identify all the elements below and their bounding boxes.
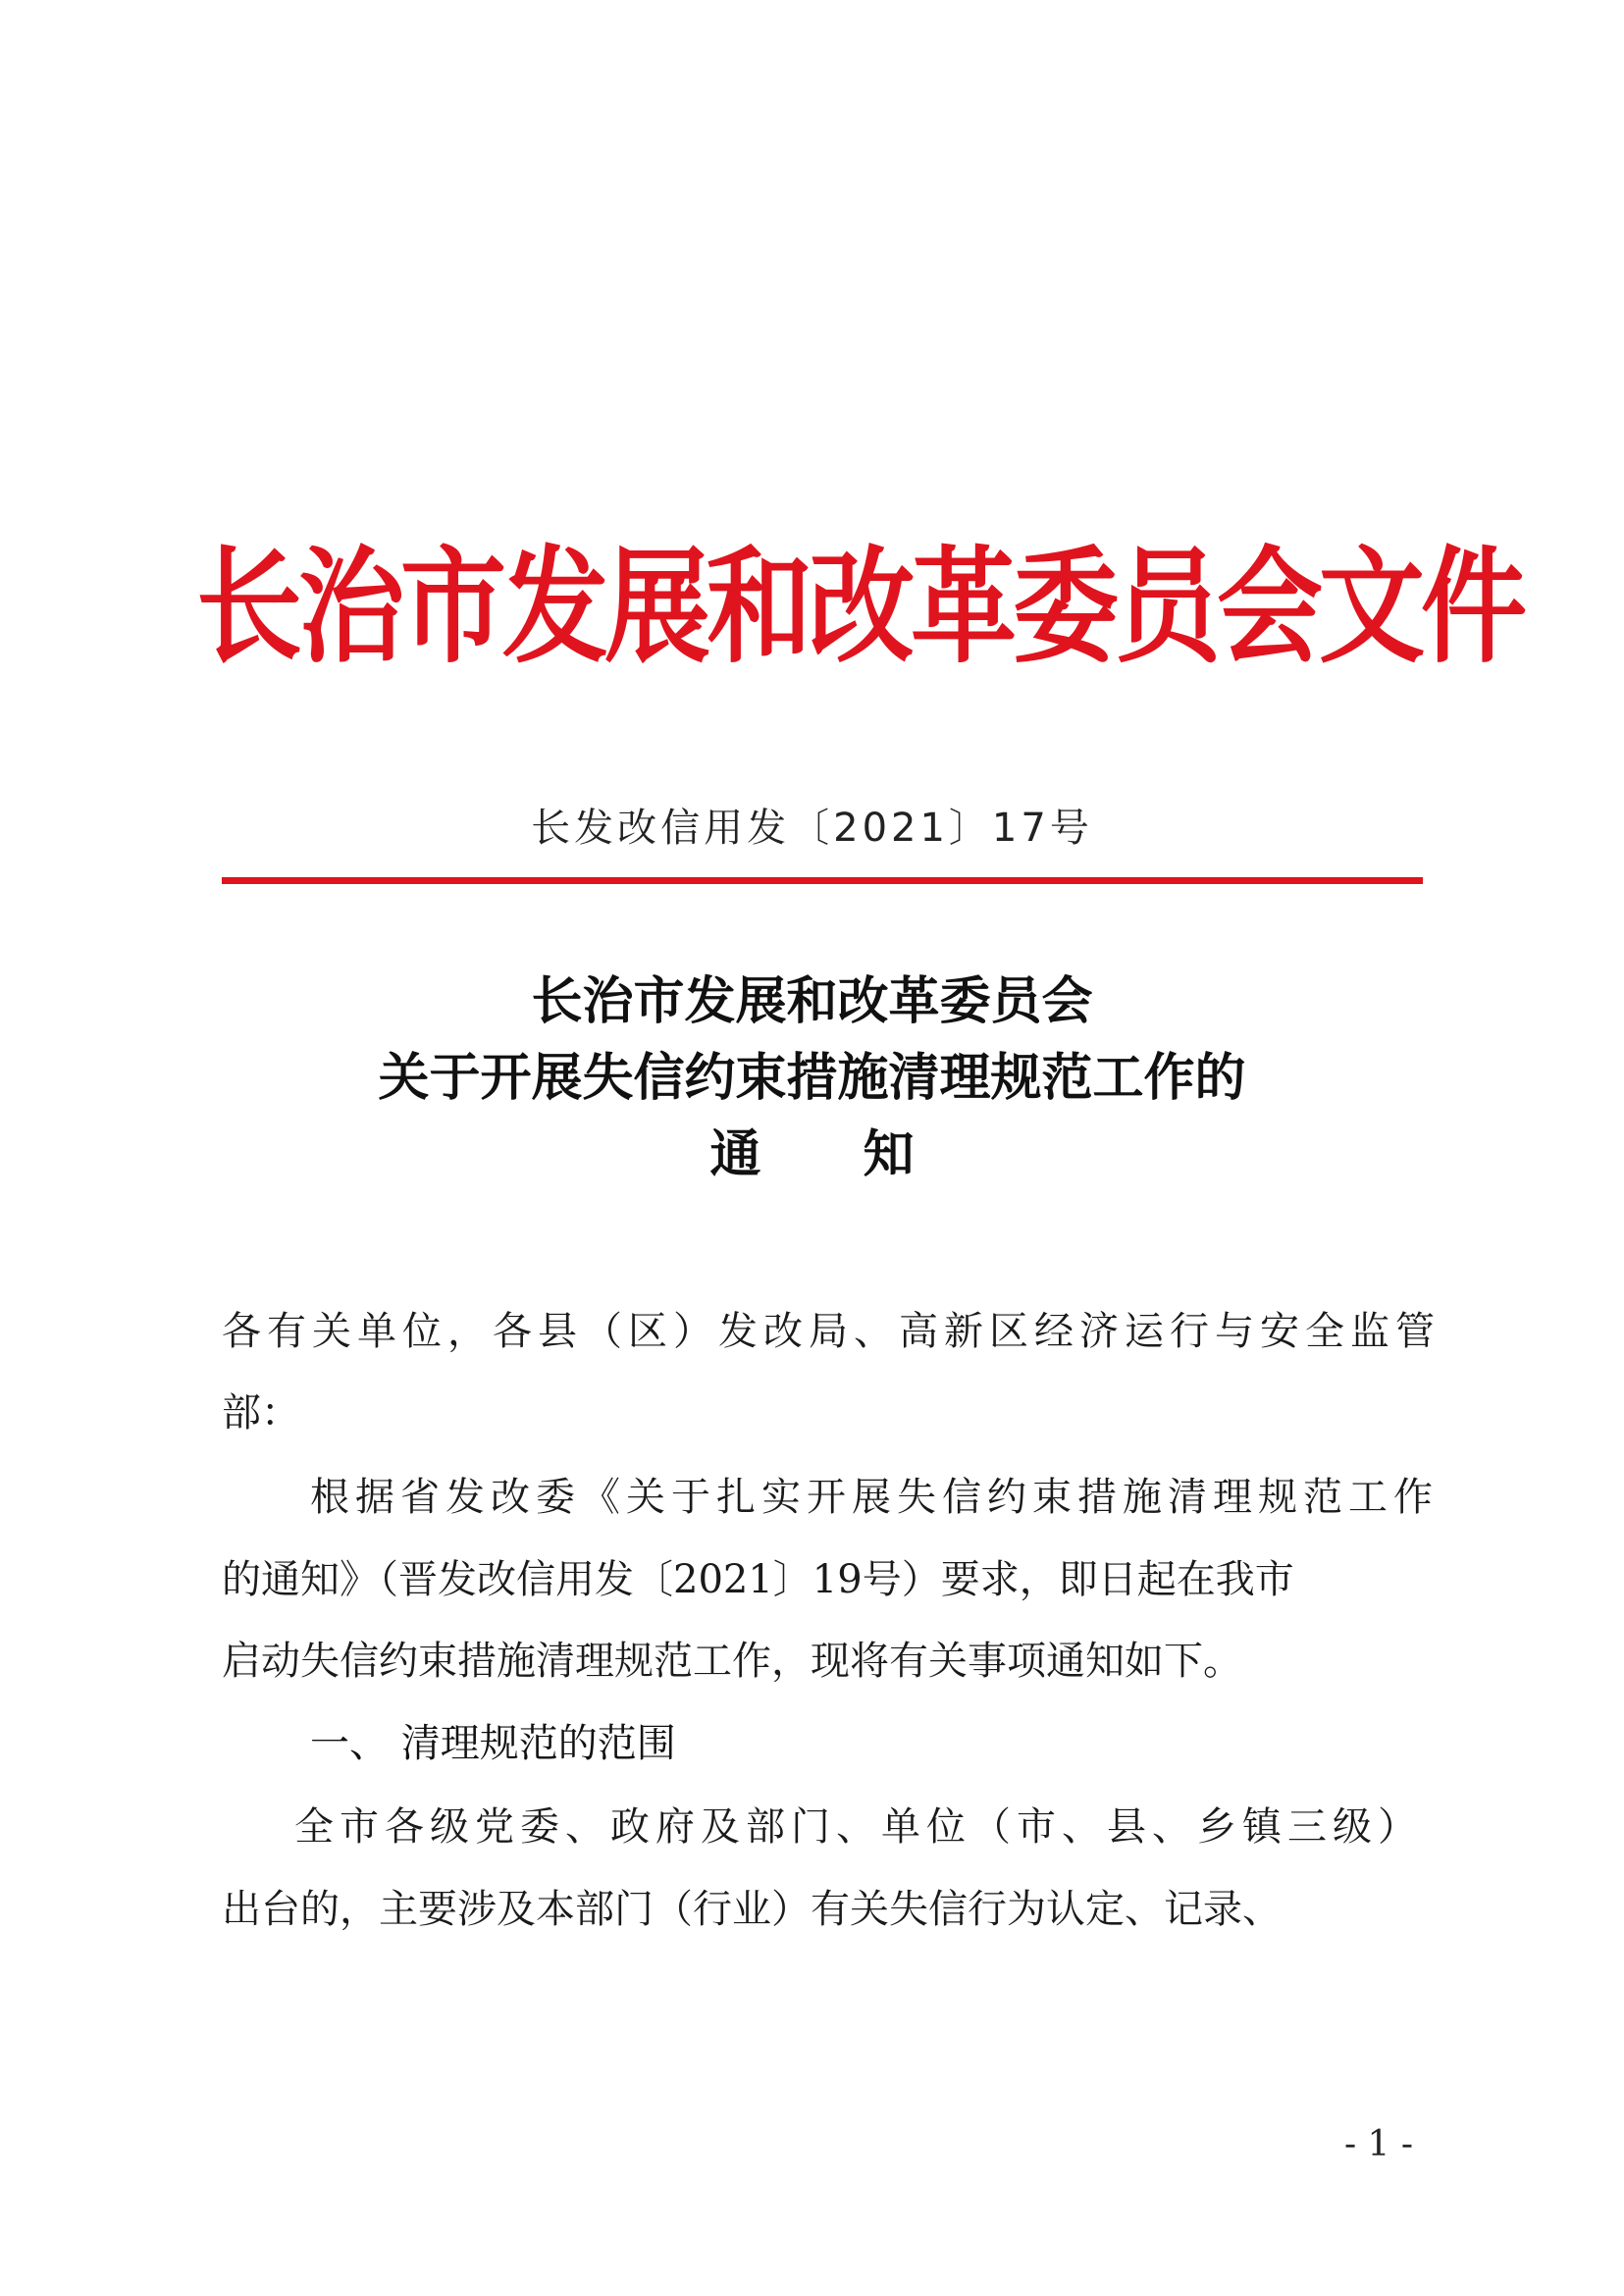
paragraph-1-line-2: 的通知》（晋发改信用发〔2021〕19号）要求，即日起在我市 [222,1557,1294,1602]
section-1-heading: 一、 清理规范的范围 [310,1721,676,1766]
title-line-3: 通 知 [709,1124,915,1184]
paragraph-1-line-1: 根据省发改委《关于扎实开展失信约束措施清理规范工作 [310,1475,1439,1520]
page-number: - 1 - [1343,2124,1414,2165]
paragraph-2-line-2: 出台的，主要涉及本部门（行业）有关失信行为认定、记录、 [222,1887,1282,1932]
salutation-line-1: 各有关单位，各县（区）发改局、高新区经济运行与安全监管 [222,1309,1441,1354]
document-number: 长发改信用发〔2021〕17号 [531,806,1093,851]
red-separator-line [222,877,1423,884]
paragraph-1-line-3: 启动失信约束措施清理规范工作，现将有关事项通知如下。 [222,1639,1242,1684]
issuer-header-title: 长治市发展和改革委员会文件 [196,535,1524,681]
salutation-line-2: 部： [222,1390,300,1435]
title-line-1: 长治市发展和改革委员会 [531,971,1093,1031]
paragraph-2-line-1: 全市各级党委、政府及部门、单位（市、县、乡镇三级） [294,1804,1423,1850]
title-line-2: 关于开展失信约束措施清理规范工作的 [378,1048,1246,1108]
document-title [196,964,1428,1193]
